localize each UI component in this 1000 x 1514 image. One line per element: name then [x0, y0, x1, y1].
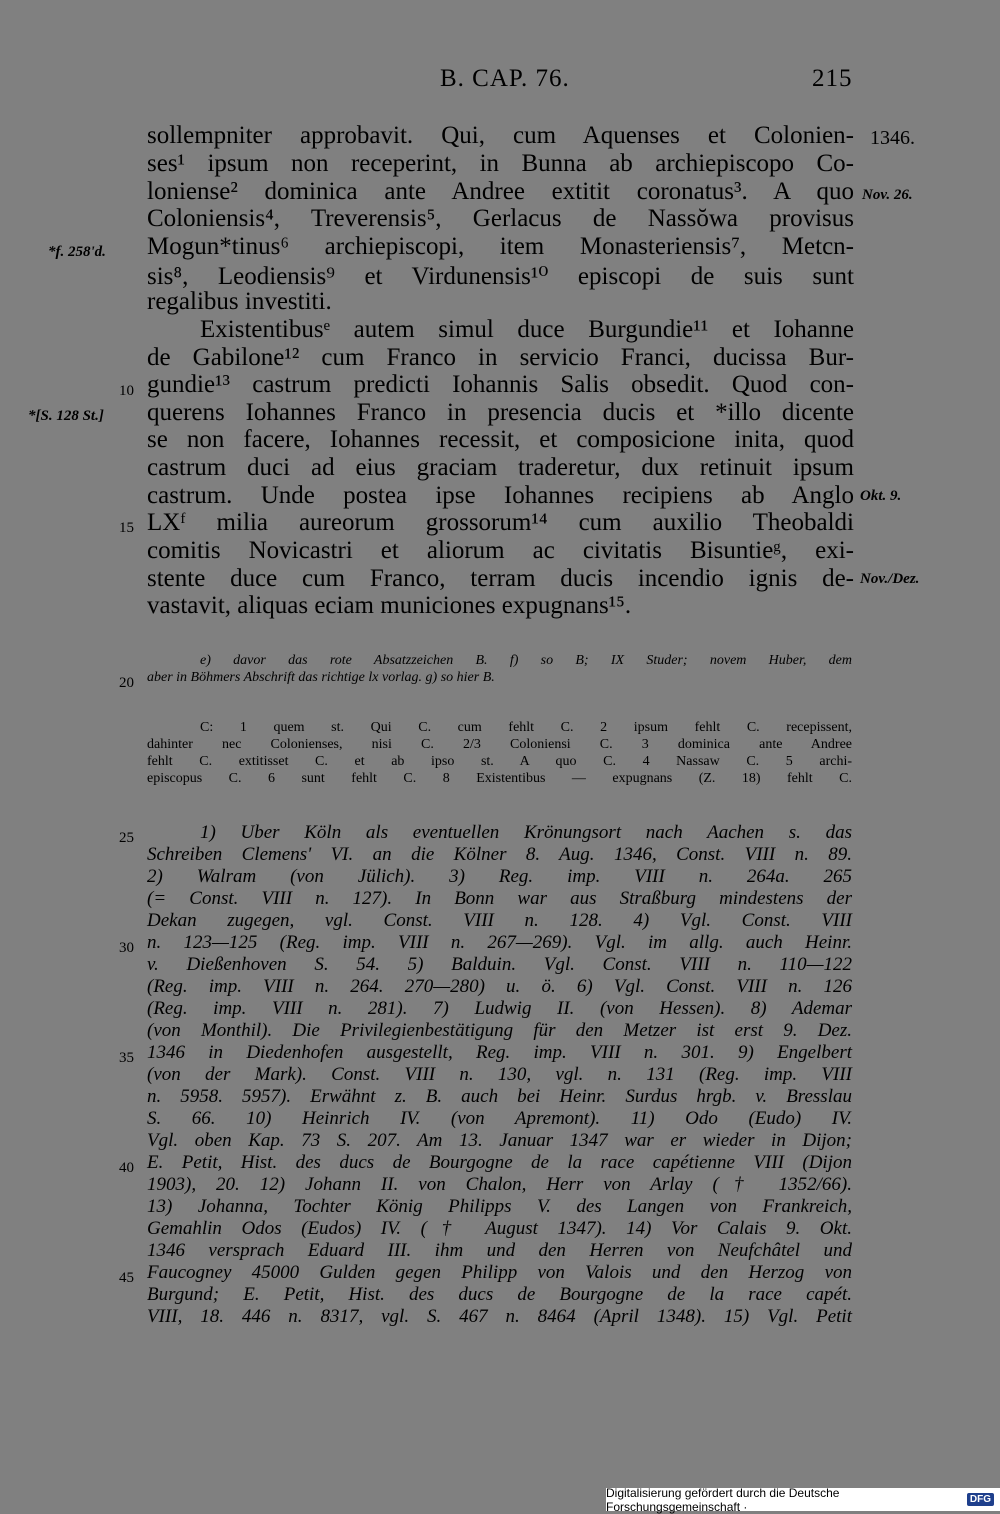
annotation-line: (von der Mark). Const. VIII n. 130, vgl. n. 131 (Reg. imp. VIII: [147, 1064, 852, 1085]
annotation-line: (Reg. imp. VIII n. 281). 7) Ludwig II. (von Hessen). 8) Ademar: [147, 998, 852, 1019]
text-line: se non facere, Iohannes recessit, et composicione inita, quod: [147, 426, 854, 453]
footer-text: Digitalisierung gefördert durch die Deutsche Forschungsgemeinschaft ·: [606, 1485, 840, 1514]
text-line: sollempniter approbavit. Qui, cum Aquenses et Colonien-: [147, 122, 854, 149]
line-number: 10: [119, 383, 134, 399]
text-line: loniense² dominica ante Andree extitit coronatus³. A quo: [147, 178, 854, 205]
annotation-line: (von Monthil). Die Privilegienbestätigung für den Metzer ist erst 9. Dez.: [147, 1020, 852, 1041]
text-line: querens Iohannes Franco in presencia ducis et *illo dicente: [147, 399, 854, 426]
text-line: castrum duci ad eius graciam traderetur, dux retinuit ipsum: [147, 454, 854, 481]
margin-folio-2: *[S. 128 St.]: [28, 408, 104, 424]
text-line: Mogun*tinus⁶ archiepiscopi, item Monasteriensis⁷, Metcn-: [147, 233, 854, 260]
annotation-line: Vgl. oben Kap. 73 S. 207. Am 13. Januar 1347 war er wieder in Dijon;: [147, 1130, 852, 1151]
line-number: 30: [119, 940, 134, 956]
annotation-line: Burgund; E. Petit, Hist. des ducs de Bourgogne de la race capét.: [147, 1284, 852, 1305]
dfg-logo: DFG: [967, 1493, 994, 1506]
running-head: B. CAP. 76.: [440, 65, 570, 92]
annotation-line: 2) Walram (von Jülich). 3) Reg. imp. VIII n. 264a. 265: [147, 866, 852, 887]
text-line: castrum. Unde postea ipse Iohannes recipiens ab Anglo: [147, 482, 854, 509]
annotation-line: 1903), 20. 12) Johann II. von Chalon, Herr von Arlay († 1352/66).: [147, 1174, 852, 1195]
text-line: sis⁸, Leodiensis⁹ et Virdunensis¹⁰ episcopi de suis sunt: [147, 263, 854, 290]
line-number: 15: [119, 520, 134, 536]
text-line: de Gabilone¹² cum Franco in servicio Franci, ducissa Bur-: [147, 344, 854, 371]
line-number: 35: [119, 1050, 134, 1066]
text-line: regalibus investiti.: [147, 288, 332, 315]
text-line: stente duce cum Franco, terram ducis incendio ignis de-: [147, 565, 854, 592]
text-line: Existentibusᵉ autem simul duce Burgundie¹¹ et Iohanne: [200, 316, 854, 343]
apparatus-line: dahinter nec Colonienses, nisi C. 2/3 Coloniensi C. 3 dominica ante Andree: [147, 737, 852, 752]
text-line: ses¹ ipsum non receperint, in Bunna ab archiepiscopo Co-: [147, 150, 854, 177]
annotation-line: Dekan zugegen, vgl. Const. VIII n. 128. 4) Vgl. Const. VIII: [147, 910, 852, 931]
margin-date-nov26: Nov. 26.: [862, 187, 913, 203]
margin-date-okt9: Okt. 9.: [860, 488, 902, 504]
digitization-footer: [606, 1485, 1000, 1514]
apparatus-line: e) davor das rote Absatzzeichen B. f) so B; IX Studer; novem Huber, dem: [200, 653, 852, 668]
text-line: Coloniensis⁴, Treverensis⁵, Gerlacus de Nassŏwa provisus: [147, 205, 854, 232]
page-number: 215: [812, 65, 853, 92]
text-line: gundie¹³ castrum predicti Iohannis Salis obsedit. Quod con-: [147, 371, 854, 398]
annotation-line: (Reg. imp. VIII n. 264. 270—280) u. ö. 6) Vgl. Const. VIII n. 126: [147, 976, 852, 997]
annotation-line: 1346 in Diedenhofen ausgestellt, Reg. imp. VIII n. 301. 9) Engelbert: [147, 1042, 852, 1063]
annotation-line: v. Dießenhoven S. 54. 5) Balduin. Vgl. Const. VIII n. 110—122: [147, 954, 852, 975]
line-number: 45: [119, 1270, 134, 1286]
annotation-line: Faucogney 45000 Gulden gegen Philipp von Valois und den Herzog von: [147, 1262, 852, 1283]
annotation-line: 1346 versprach Eduard III. ihm und den Herren von Neufchâtel und: [147, 1240, 852, 1261]
line-number: 40: [119, 1160, 134, 1176]
annotation-line: E. Petit, Hist. des ducs de Bourgogne de la race capétienne VIII (Dijon: [147, 1152, 852, 1173]
annotation-line: 1) Uber Köln als eventuellen Krönungsort nach Aachen s. das: [200, 822, 852, 843]
annotation-line: 13) Johanna, Tochter König Philipps V. des Langen von Frankreich,: [147, 1196, 852, 1217]
text-line: LXᶠ milia aureorum grossorum¹⁴ cum auxilio Theobaldi: [147, 509, 854, 536]
margin-folio-1: *f. 258'd.: [48, 244, 106, 260]
annotation-line: VIII, 18. 446 n. 8317, vgl. S. 467 n. 8464 (April 1348). 15) Vgl. Petit: [147, 1306, 852, 1327]
annotation-line: S. 66. 10) Heinrich IV. (von Apremont). 11) Odo (Eudo) IV.: [147, 1108, 852, 1129]
annotation-line: n. 123—125 (Reg. imp. VIII n. 267—269). Vgl. im allg. auch Heinr.: [147, 932, 852, 953]
line-number: 25: [119, 830, 134, 846]
margin-year: 1346.: [870, 127, 915, 149]
apparatus-line: C: 1 quem st. Qui C. cum fehlt C. 2 ipsum fehlt C. recepissent,: [200, 720, 852, 735]
line-number: 20: [119, 675, 134, 691]
apparatus-line: episcopus C. 6 sunt fehlt C. 8 Existentibus — expugnans (Z. 18) fehlt C.: [147, 771, 852, 786]
annotation-line: (= Const. VIII n. 127). In Bonn war aus Straßburg mindestens der: [147, 888, 852, 909]
apparatus-line: aber in Böhmers Abschrift das richtige lx vorlag. g) so hier B.: [147, 670, 495, 685]
text-line: vastavit, aliquas eciam municiones expugnans¹⁵.: [147, 592, 632, 619]
annotation-line: Schreiben Clemens' VI. an die Kölner 8. Aug. 1346, Const. VIII n. 89.: [147, 844, 852, 865]
annotation-line: n. 5958. 5957). Erwähnt z. B. auch bei Heinr. Surdus hrgb. v. Bresslau: [147, 1086, 852, 1107]
annotation-line: Gemahlin Odos (Eudos) IV. († August 1347). 14) Vor Calais 9. Okt.: [147, 1218, 852, 1239]
apparatus-line: fehlt C. extitisset C. et ab ipso st. A quo C. 4 Nassaw C. 5 archi-: [147, 754, 852, 769]
margin-date-novdez: Nov./Dez.: [860, 571, 920, 587]
text-line: comitis Novicastri et aliorum ac civitatis Bisuntieᵍ, exi-: [147, 537, 854, 564]
